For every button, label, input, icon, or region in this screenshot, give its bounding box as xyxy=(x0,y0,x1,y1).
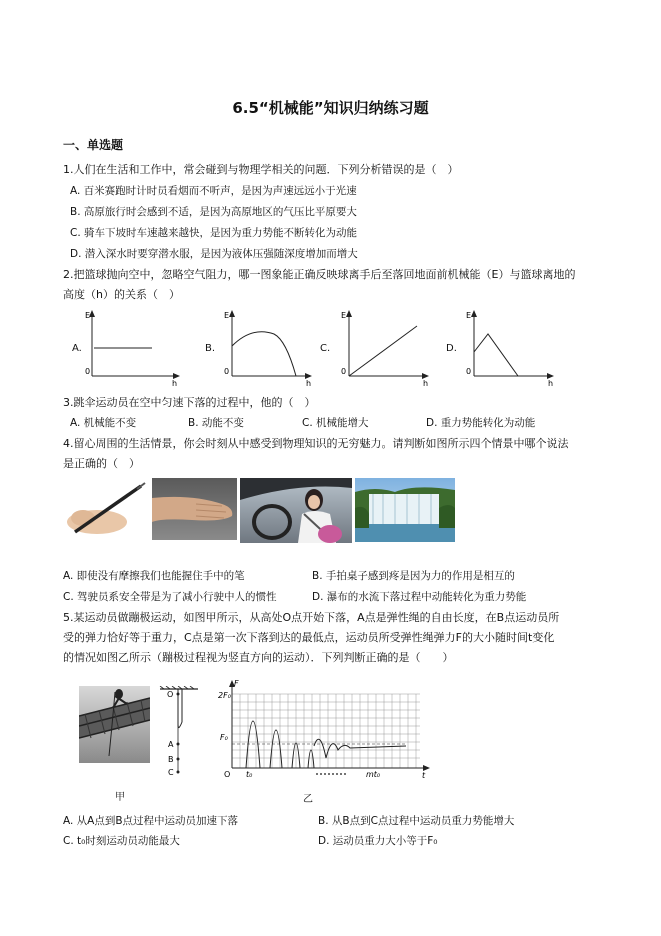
graph-b xyxy=(216,308,316,388)
question-5-option-a: A. 从A点到B点过程中运动员加速下落 xyxy=(63,815,239,827)
graph-label-2f0: 2F₀ xyxy=(218,691,231,700)
graph-axis-f: F xyxy=(234,679,239,688)
force-time-graph xyxy=(216,678,438,780)
rope-label-c: C xyxy=(168,768,174,776)
graph-a xyxy=(84,308,184,388)
graph-b-axis-x: h xyxy=(306,379,312,388)
graph-c-axis-x: h xyxy=(423,379,429,388)
graph-d-axis-y: E xyxy=(466,311,472,320)
question-4-option-b: B. 手拍桌子感到疼是因为力的作用是相互的 xyxy=(312,570,515,582)
question-3-stem: 3.跳伞运动员在空中匀速下落的过程中，他的（ ） xyxy=(63,396,316,409)
graph-b-origin: 0 xyxy=(224,367,230,376)
graph-a-origin: 0 xyxy=(85,367,91,376)
hand-on-table-image xyxy=(152,478,237,540)
rope-label-a: A xyxy=(168,740,174,749)
graph-axis-t: t xyxy=(422,771,426,780)
question-3-option-d: D. 重力势能转化为动能 xyxy=(426,417,536,429)
graph-c-origin: 0 xyxy=(341,367,347,376)
graph-b-axis-y: E xyxy=(224,311,230,320)
question-4-stem-line2: 是正确的（ ） xyxy=(63,457,140,470)
graph-a-axis-y: E xyxy=(85,311,91,320)
graph-b-label: B. xyxy=(205,343,216,354)
graph-a-label: A. xyxy=(72,343,82,354)
page-title: 6.5“机械能”知识归纳练习题 xyxy=(232,99,429,117)
graph-d-axis-x: h xyxy=(548,379,554,388)
question-5-stem-line1: 5.某运动员做蹦极运动，如图甲所示，从高处O点开始下落，A点是弹性绳的自由长度，在B点运动员所 xyxy=(63,611,560,624)
bungee-jump-image xyxy=(79,686,150,763)
rope-diagram xyxy=(156,686,202,776)
question-5-stem-line2: 受的弹力恰好等于重力，C点是第一次下落到达的最低点，运动员所受弹性绳弹力F的大小随时间t变化 xyxy=(63,631,555,644)
question-5-option-c: C. t₀时刻运动员动能最大 xyxy=(63,835,180,847)
rope-label-o: O xyxy=(167,690,174,699)
graph-label-f0: F₀ xyxy=(220,733,228,742)
question-3-option-b: B. 动能不变 xyxy=(188,417,244,429)
graph-c-axis-y: E xyxy=(341,311,347,320)
question-4-stem-line1: 4.留心周围的生活情景，你会时刻从中感受到物理知识的无穷魅力。请判断如图所示四个情景中哪个说法 xyxy=(63,437,569,450)
question-4-option-c: C. 驾驶员系安全带是为了减小行驶中人的惯性 xyxy=(63,591,277,603)
rope-label-b: B xyxy=(168,755,174,764)
pen-hand-image xyxy=(63,478,149,538)
question-1-stem: 1.人们在生活和工作中，常会碰到与物理学相关的问题．下列分析错误的是（ ） xyxy=(63,163,459,176)
figure-jia-label: 甲 xyxy=(115,792,125,803)
graph-d-origin: 0 xyxy=(466,367,472,376)
question-5-option-b: B. 从B点到C点过程中运动员重力势能增大 xyxy=(318,815,515,827)
section-title: 一、单选题 xyxy=(63,138,124,152)
question-3-option-c: C. 机械能增大 xyxy=(302,417,369,429)
figure-yi-label: 乙 xyxy=(303,794,313,805)
question-1-option-a: A. 百米赛跑时计时员看烟而不听声，是因为声速远远小于光速 xyxy=(70,185,357,197)
graph-d-label: D. xyxy=(446,343,457,354)
question-4-option-d: D. 瀑布的水流下落过程中动能转化为重力势能 xyxy=(312,591,527,603)
graph-label-t0: t₀ xyxy=(246,770,253,779)
graph-c xyxy=(333,308,433,388)
graph-label-mt0: mt₀ xyxy=(366,770,381,779)
graph-a-axis-x: h xyxy=(172,379,178,388)
question-4-option-a: A. 即使没有摩擦我们也能握住手中的笔 xyxy=(63,570,245,582)
question-3-option-a: A. 机械能不变 xyxy=(70,417,137,429)
graph-d xyxy=(458,308,558,388)
question-1-option-b: B. 高原旅行时会感到不适，是因为高原地区的气压比平原要大 xyxy=(70,206,357,218)
driver-seatbelt-image xyxy=(240,478,352,543)
question-5-option-d: D. 运动员重力大小等于F₀ xyxy=(318,835,438,847)
question-1-option-d: D. 潜入深水时要穿潜水服，是因为液体压强随深度增加而增大 xyxy=(70,248,358,260)
question-2-stem-line1: 2.把篮球抛向空中，忽略空气阻力，哪一图象能正确反映球离手后至落回地面前机械能（E）与篮球离地的 xyxy=(63,268,576,281)
question-2-stem-line2: 高度（h）的关系（ ） xyxy=(63,288,180,301)
question-5-stem-line3: 的情况如图乙所示（蹦极过程视为竖直方向的运动）．下列判断正确的是（ ） xyxy=(63,651,454,664)
graph-c-label: C. xyxy=(320,343,331,354)
waterfall-image xyxy=(355,478,455,542)
question-1-option-c: C. 骑车下坡时车速越来越快，是因为重力势能不断转化为动能 xyxy=(70,227,358,239)
graph-origin: O xyxy=(224,770,231,779)
